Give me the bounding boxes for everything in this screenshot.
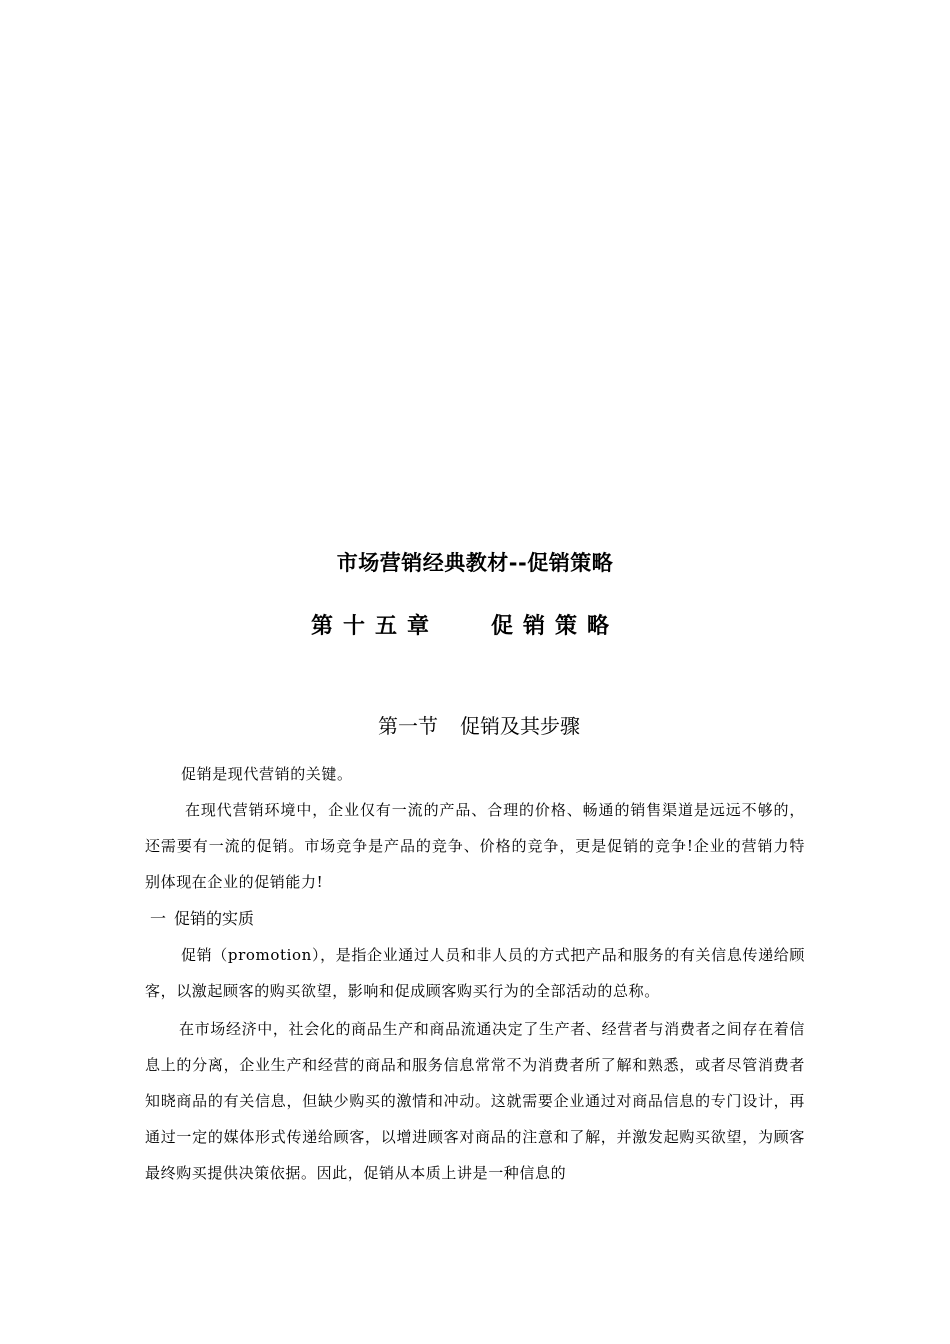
subsection-number: 一 [150,909,167,928]
paragraph: 促销（promotion），是指企业通过人员和非人员的方式把产品和服务的有关信息传递给顾客，以激起顾客的购买欲望，影响和促成顾客购买行为的全部活动的总称。 [145,946,805,1000]
chapter-name: 促销策略 [491,614,620,639]
section-number: 第一节 [378,714,438,738]
paragraph: 促销是现代营销的关键。 [181,765,353,783]
section-title [378,711,580,741]
chapter-title [311,612,619,642]
chapter-number: 第十五章 [311,614,440,639]
paragraph: 在市场经济中，社会化的商品生产和商品流通决定了生产者、经营者与消费者之间存在着信息上的分离，企业生产和经营的商品和服务信息常常不为消费者所了解和熟悉，或者尽管消费者知晓商品的有关信息，但缺少购买的激情和冲动。这就需要企业通过对商品信息的专门设计，再通过一定的媒体形式传递给顾客，以增进顾客对商品的注意和了解，并激发起购买欲望，为顾客最终购买提供决策依据。因此，促销从本质上讲是一种信息的 [145,1020,805,1182]
subsection-heading [150,901,254,937]
subsection-label: 促销的实质 [174,909,255,928]
paragraph: 在现代营销环境中，企业仅有一流的产品、合理的价格、畅通的销售渠道是远远不够的，还需要有一流的促销。市场竞争是产品的竞争、价格的竞争，更是促销的竞争!企业的营销力特别体现在企业的促销能力! [145,801,805,891]
section-name: 促销及其步骤 [460,714,580,738]
document-title: 市场营销经典教材--促销策略 [336,551,614,575]
